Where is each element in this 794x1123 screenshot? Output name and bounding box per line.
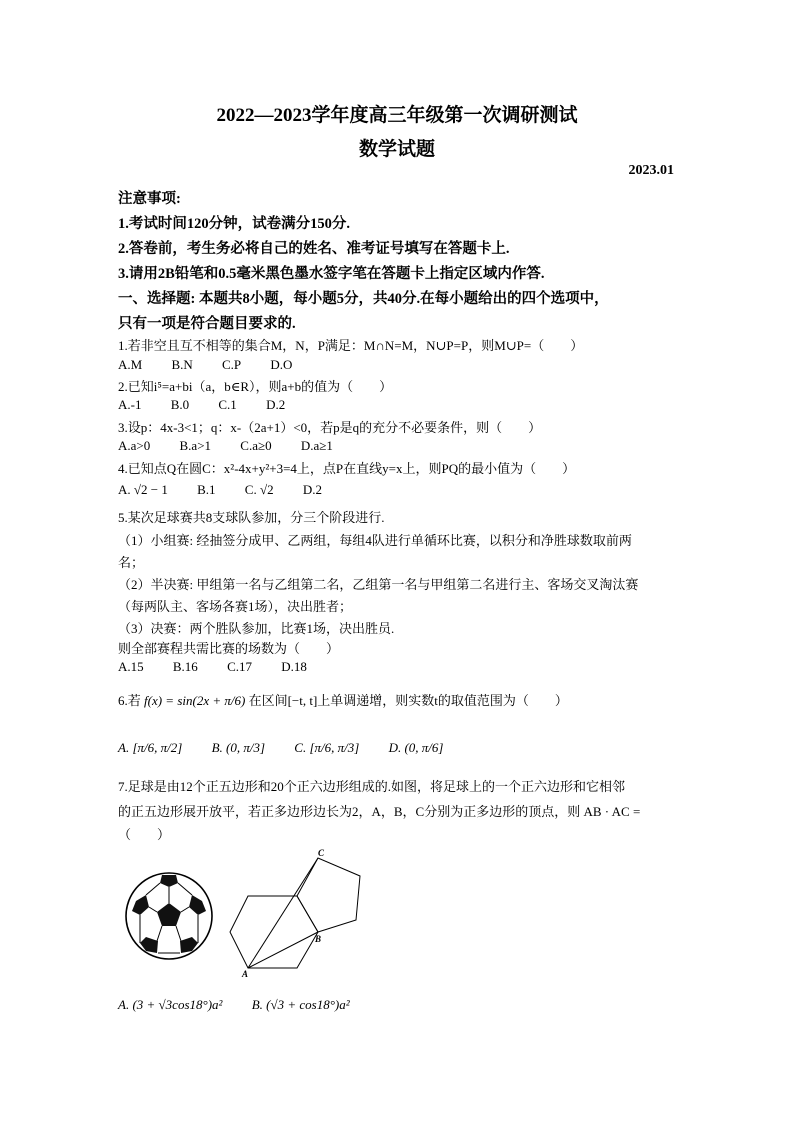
- exam-date: 2023.01: [628, 163, 674, 178]
- q3-text: 3.设p：4x-3<1；q：x-（2a+1）<0，若p是q的充分不必要条件，则（ ）: [118, 420, 542, 435]
- q1-option-d: D.O: [270, 357, 293, 372]
- hexagon-pentagon-figure: [226, 846, 376, 978]
- exam-subtitle: 数学试题: [358, 139, 435, 160]
- q6-option-b: B. (0, π/3]: [211, 740, 266, 755]
- q5-line-3: （2）半决赛: 甲组第一名与乙组第二名，乙组第一名与甲组第二名进行主、客场交叉淘汰赛: [118, 577, 639, 592]
- q7-line2: 的正五边形展开放平，若正多边形边长为2，A，B，C分别为正多边形的顶点，则 AB · AC =: [118, 804, 641, 819]
- q5-line-4: （每两队主、客场各赛1场），决出胜者；: [118, 599, 353, 614]
- q6-text: [118, 690, 568, 709]
- q7-options: [118, 997, 376, 1013]
- q5-option-c: C.17: [227, 659, 252, 674]
- q6-options: [118, 740, 469, 756]
- section1-line2: 只有一项是符合题目要求的.: [118, 316, 296, 332]
- note-1: 1.考试时间120分钟，试卷满分150分.: [118, 216, 350, 232]
- q6-option-d: D. (0, π/6]: [388, 740, 444, 755]
- q5-line-2: 名；: [118, 555, 145, 570]
- q2-options: [118, 397, 311, 413]
- q3-option-d: D.a≥1: [300, 438, 333, 453]
- q1-option-a: A.M: [118, 357, 143, 372]
- q5-options: [118, 659, 333, 675]
- q3-options: [118, 438, 359, 454]
- q7-line1: 7.足球是由12个正五边形和20个正六边形组成的.如图，将足球上的一个正六边形和它相邻: [118, 779, 626, 794]
- label-b: B: [315, 934, 322, 944]
- q7-line3: （ ）: [118, 827, 171, 842]
- q2-option-a: A.-1: [118, 397, 142, 412]
- q5-line-5: （3）决赛：两个胜队参加，比赛1场，决出胜员.: [118, 621, 395, 636]
- q7-option-b: B. (√3 + cos18°)a²: [251, 997, 350, 1012]
- pentagon-shape: [297, 858, 360, 932]
- q6-function: f(x) = sin(2x + π/6): [144, 693, 246, 708]
- soccer-ball-figure: [124, 871, 214, 961]
- q2-option-c: C.1: [218, 397, 237, 412]
- notes-heading: 注意事项:: [118, 191, 181, 207]
- section1-line1: 一、选择题: 本题共8小题，每小题5分，共40分.在每小题给出的四个选项中，: [118, 291, 609, 307]
- q1-text: 1.若非空且互不相等的集合M，N，P满足：M∩N=M，N∪P=P，则M∪P=（ ）: [118, 338, 584, 353]
- q4-option-d: D.2: [302, 482, 322, 497]
- q7-option-a: A. (3 + √3cos18°)a²: [118, 997, 223, 1012]
- q2-option-b: B.0: [170, 397, 190, 412]
- q3-option-a: A.a>0: [118, 438, 151, 453]
- q5-line-6: 则全部赛程共需比赛的场数为（ ）: [118, 641, 340, 656]
- vector-ac: [248, 858, 318, 968]
- q4-option-c: C. √2: [244, 482, 274, 497]
- q5-option-a: A.15: [118, 659, 144, 674]
- q1-option-b: B.N: [171, 357, 193, 372]
- label-a: A: [242, 969, 249, 978]
- q6-option-a: A. [π/6, π/2]: [118, 740, 183, 755]
- q5-option-b: B.16: [172, 659, 198, 674]
- q3-option-b: B.a>1: [179, 438, 212, 453]
- q5-line-1: （1）小组赛: 经抽签分成甲、乙两组，每组4队进行单循环比赛，以积分和净胜球数取前两: [118, 533, 632, 548]
- q4-option-b: B.1: [197, 482, 216, 497]
- note-3: 3.请用2B铅笔和0.5毫米黑色墨水签字笔在答题卡上指定区域内作答.: [118, 266, 545, 282]
- q6-prefix: 6.若: [118, 693, 141, 708]
- q6-option-c: C. [π/6, π/3]: [294, 740, 360, 755]
- q3-option-c: C.a≥0: [240, 438, 272, 453]
- q1-option-c: C.P: [222, 357, 242, 372]
- q4-option-a: A. √2 − 1: [118, 482, 168, 497]
- exam-title: 2022—2023学年度高三年级第一次调研测试: [216, 105, 578, 126]
- note-2: 2.答卷前，考生务必将自己的姓名、准考证号填写在答题卡上.: [118, 241, 510, 257]
- q1-options: [118, 357, 318, 373]
- hexagon-shape: [230, 896, 318, 968]
- q5-text: 5.某次足球赛共8支球队参加，分三个阶段进行.: [118, 510, 385, 525]
- q4-options: [118, 482, 348, 498]
- q2-option-d: D.2: [266, 397, 286, 412]
- q4-text: 4.已知点Q在圆C：x²-4x+y²+3=4上，点P在直线y=x上，则PQ的最小值为（ ）: [118, 461, 576, 476]
- q5-option-d: D.18: [281, 659, 307, 674]
- q2-text: 2.已知i⁵=a+bi（a，b∈R），则a+b的值为（ ）: [118, 379, 393, 394]
- label-c: C: [318, 848, 325, 858]
- q6-mid: 在区间[−t, t]上单调递增，则实数t的取值范围为（ ）: [248, 693, 568, 708]
